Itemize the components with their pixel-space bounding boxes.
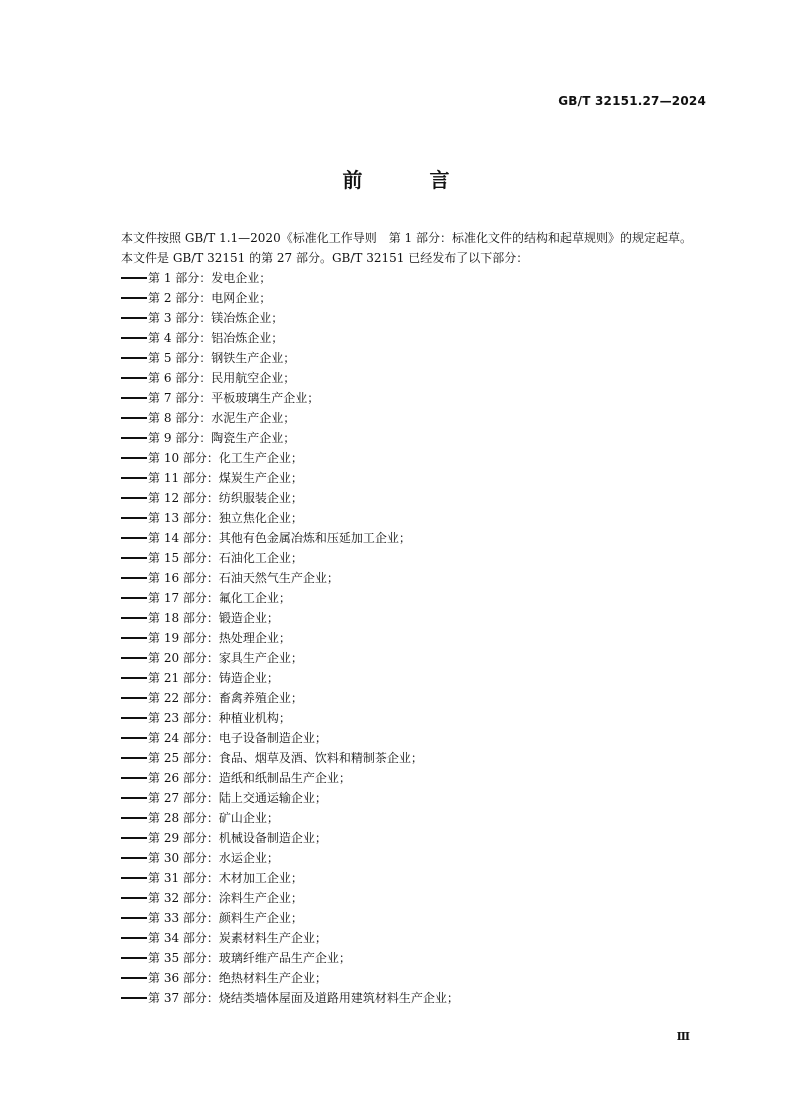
list-item-text: 第 25 部分：食品、烟草及酒、饮料和精制茶企业；	[148, 751, 423, 765]
em-dash-marker	[121, 857, 147, 859]
list-item-text: 第 32 部分：涂料生产企业；	[148, 891, 303, 905]
list-item-text: 第 20 部分：家具生产企业；	[148, 651, 303, 665]
list-item	[95, 828, 710, 848]
list-item-text: 第 27 部分：陆上交通运输企业；	[148, 791, 327, 805]
list-item-text: 第 12 部分：纺织服装企业；	[148, 491, 303, 505]
em-dash-marker	[121, 937, 147, 939]
list-item-text: 第 22 部分：畜禽养殖企业；	[148, 691, 303, 705]
list-item	[95, 448, 710, 468]
em-dash-marker	[121, 517, 147, 519]
em-dash-marker	[121, 737, 147, 739]
list-item-text: 第 9 部分：陶瓷生产企业；	[148, 431, 296, 445]
em-dash-marker	[121, 497, 147, 499]
em-dash-marker	[121, 457, 147, 459]
em-dash-marker	[121, 417, 147, 419]
list-item	[95, 308, 710, 328]
list-item	[95, 588, 710, 608]
em-dash-marker	[121, 337, 147, 339]
list-item	[95, 928, 710, 948]
list-item-text: 第 2 部分：电网企业；	[148, 291, 272, 305]
list-item	[95, 768, 710, 788]
list-item-text: 第 13 部分：独立焦化企业；	[148, 511, 303, 525]
em-dash-marker	[121, 957, 147, 959]
list-item	[95, 808, 710, 828]
list-item-text: 第 33 部分：颜料生产企业；	[148, 911, 303, 925]
list-item	[95, 568, 710, 588]
list-item	[95, 428, 710, 448]
em-dash-marker	[121, 357, 147, 359]
list-item-text: 第 14 部分：其他有色金属冶炼和压延加工企业；	[148, 531, 411, 545]
em-dash-marker	[121, 697, 147, 699]
list-item	[95, 968, 710, 988]
list-item-text: 第 4 部分：铝冶炼企业；	[148, 331, 284, 345]
list-item	[95, 548, 710, 568]
list-item-text: 第 30 部分：水运企业；	[148, 851, 279, 865]
em-dash-marker	[121, 877, 147, 879]
list-item	[95, 348, 710, 368]
list-item	[95, 528, 710, 548]
list-item-text: 第 26 部分：造纸和纸制品生产企业；	[148, 771, 351, 785]
list-item	[95, 788, 710, 808]
list-item-text: 第 11 部分：煤炭生产企业；	[148, 471, 303, 485]
em-dash-marker	[121, 377, 147, 379]
list-item-text: 第 35 部分：玻璃纤维产品生产企业；	[148, 951, 351, 965]
list-item	[95, 988, 710, 1008]
em-dash-marker	[121, 757, 147, 759]
parts-list	[95, 268, 710, 1008]
em-dash-marker	[121, 837, 147, 839]
list-item-text: 第 36 部分：绝热材料生产企业；	[148, 971, 327, 985]
em-dash-marker	[121, 997, 147, 999]
list-item-text: 第 8 部分：水泥生产企业；	[148, 411, 296, 425]
list-item	[95, 508, 710, 528]
em-dash-marker	[121, 437, 147, 439]
list-item-text: 第 1 部分：发电企业；	[148, 271, 272, 285]
document-body	[95, 228, 710, 1008]
em-dash-marker	[121, 277, 147, 279]
list-item-text: 第 17 部分：氟化工企业；	[148, 591, 291, 605]
list-item-text: 第 29 部分：机械设备制造企业；	[148, 831, 327, 845]
em-dash-marker	[121, 597, 147, 599]
list-item	[95, 408, 710, 428]
em-dash-marker	[121, 777, 147, 779]
em-dash-marker	[121, 797, 147, 799]
list-item	[95, 368, 710, 388]
em-dash-marker	[121, 477, 147, 479]
list-item	[95, 708, 710, 728]
em-dash-marker	[121, 317, 147, 319]
list-item	[95, 888, 710, 908]
list-item	[95, 328, 710, 348]
em-dash-marker	[121, 617, 147, 619]
page-number: Ⅲ	[676, 1030, 690, 1043]
em-dash-marker	[121, 637, 147, 639]
em-dash-marker	[121, 717, 147, 719]
intro-paragraph-2: 本文件是 GB/T 32151 的第 27 部分。GB/T 32151 已经发布了以下部分：	[121, 251, 529, 265]
intro-paragraph-1: 本文件按照 GB/T 1.1—2020《标准化工作导则 第 1 部分：标准化文件的结构和起草规则》的规定起草。	[121, 231, 692, 245]
em-dash-marker	[121, 557, 147, 559]
list-item	[95, 688, 710, 708]
list-item-text: 第 37 部分：烧结类墙体屋面及道路用建筑材料生产企业；	[148, 991, 459, 1005]
list-item-text: 第 18 部分：锻造企业；	[148, 611, 279, 625]
list-item	[95, 388, 710, 408]
em-dash-marker	[121, 577, 147, 579]
list-item	[95, 868, 710, 888]
list-item	[95, 728, 710, 748]
em-dash-marker	[121, 897, 147, 899]
list-item-text: 第 21 部分：铸造企业；	[148, 671, 279, 685]
list-item-text: 第 23 部分：种植业机构；	[148, 711, 291, 725]
em-dash-marker	[121, 817, 147, 819]
page-title: 前 言	[342, 168, 480, 192]
list-item-text: 第 28 部分：矿山企业；	[148, 811, 279, 825]
list-item	[95, 668, 710, 688]
em-dash-marker	[121, 397, 147, 399]
list-item-text: 第 34 部分：炭素材料生产企业；	[148, 931, 327, 945]
standard-code: GB/T 32151.27—2024	[558, 94, 706, 108]
list-item-text: 第 7 部分：平板玻璃生产企业；	[148, 391, 320, 405]
list-item	[95, 908, 710, 928]
list-item-text: 第 15 部分：石油化工企业；	[148, 551, 303, 565]
em-dash-marker	[121, 977, 147, 979]
list-item-text: 第 16 部分：石油天然气生产企业；	[148, 571, 339, 585]
list-item	[95, 748, 710, 768]
list-item	[95, 468, 710, 488]
list-item	[95, 848, 710, 868]
list-item	[95, 648, 710, 668]
em-dash-marker	[121, 657, 147, 659]
list-item	[95, 948, 710, 968]
list-item-text: 第 6 部分：民用航空企业；	[148, 371, 296, 385]
em-dash-marker	[121, 677, 147, 679]
list-item-text: 第 3 部分：镁冶炼企业；	[148, 311, 284, 325]
list-item	[95, 608, 710, 628]
list-item	[95, 628, 710, 648]
em-dash-marker	[121, 297, 147, 299]
list-item	[95, 488, 710, 508]
em-dash-marker	[121, 537, 147, 539]
list-item-text: 第 31 部分：木材加工企业；	[148, 871, 303, 885]
list-item	[95, 288, 710, 308]
list-item	[95, 268, 710, 288]
list-item-text: 第 5 部分：钢铁生产企业；	[148, 351, 296, 365]
list-item-text: 第 10 部分：化工生产企业；	[148, 451, 303, 465]
list-item-text: 第 19 部分：热处理企业；	[148, 631, 291, 645]
em-dash-marker	[121, 917, 147, 919]
list-item-text: 第 24 部分：电子设备制造企业；	[148, 731, 327, 745]
